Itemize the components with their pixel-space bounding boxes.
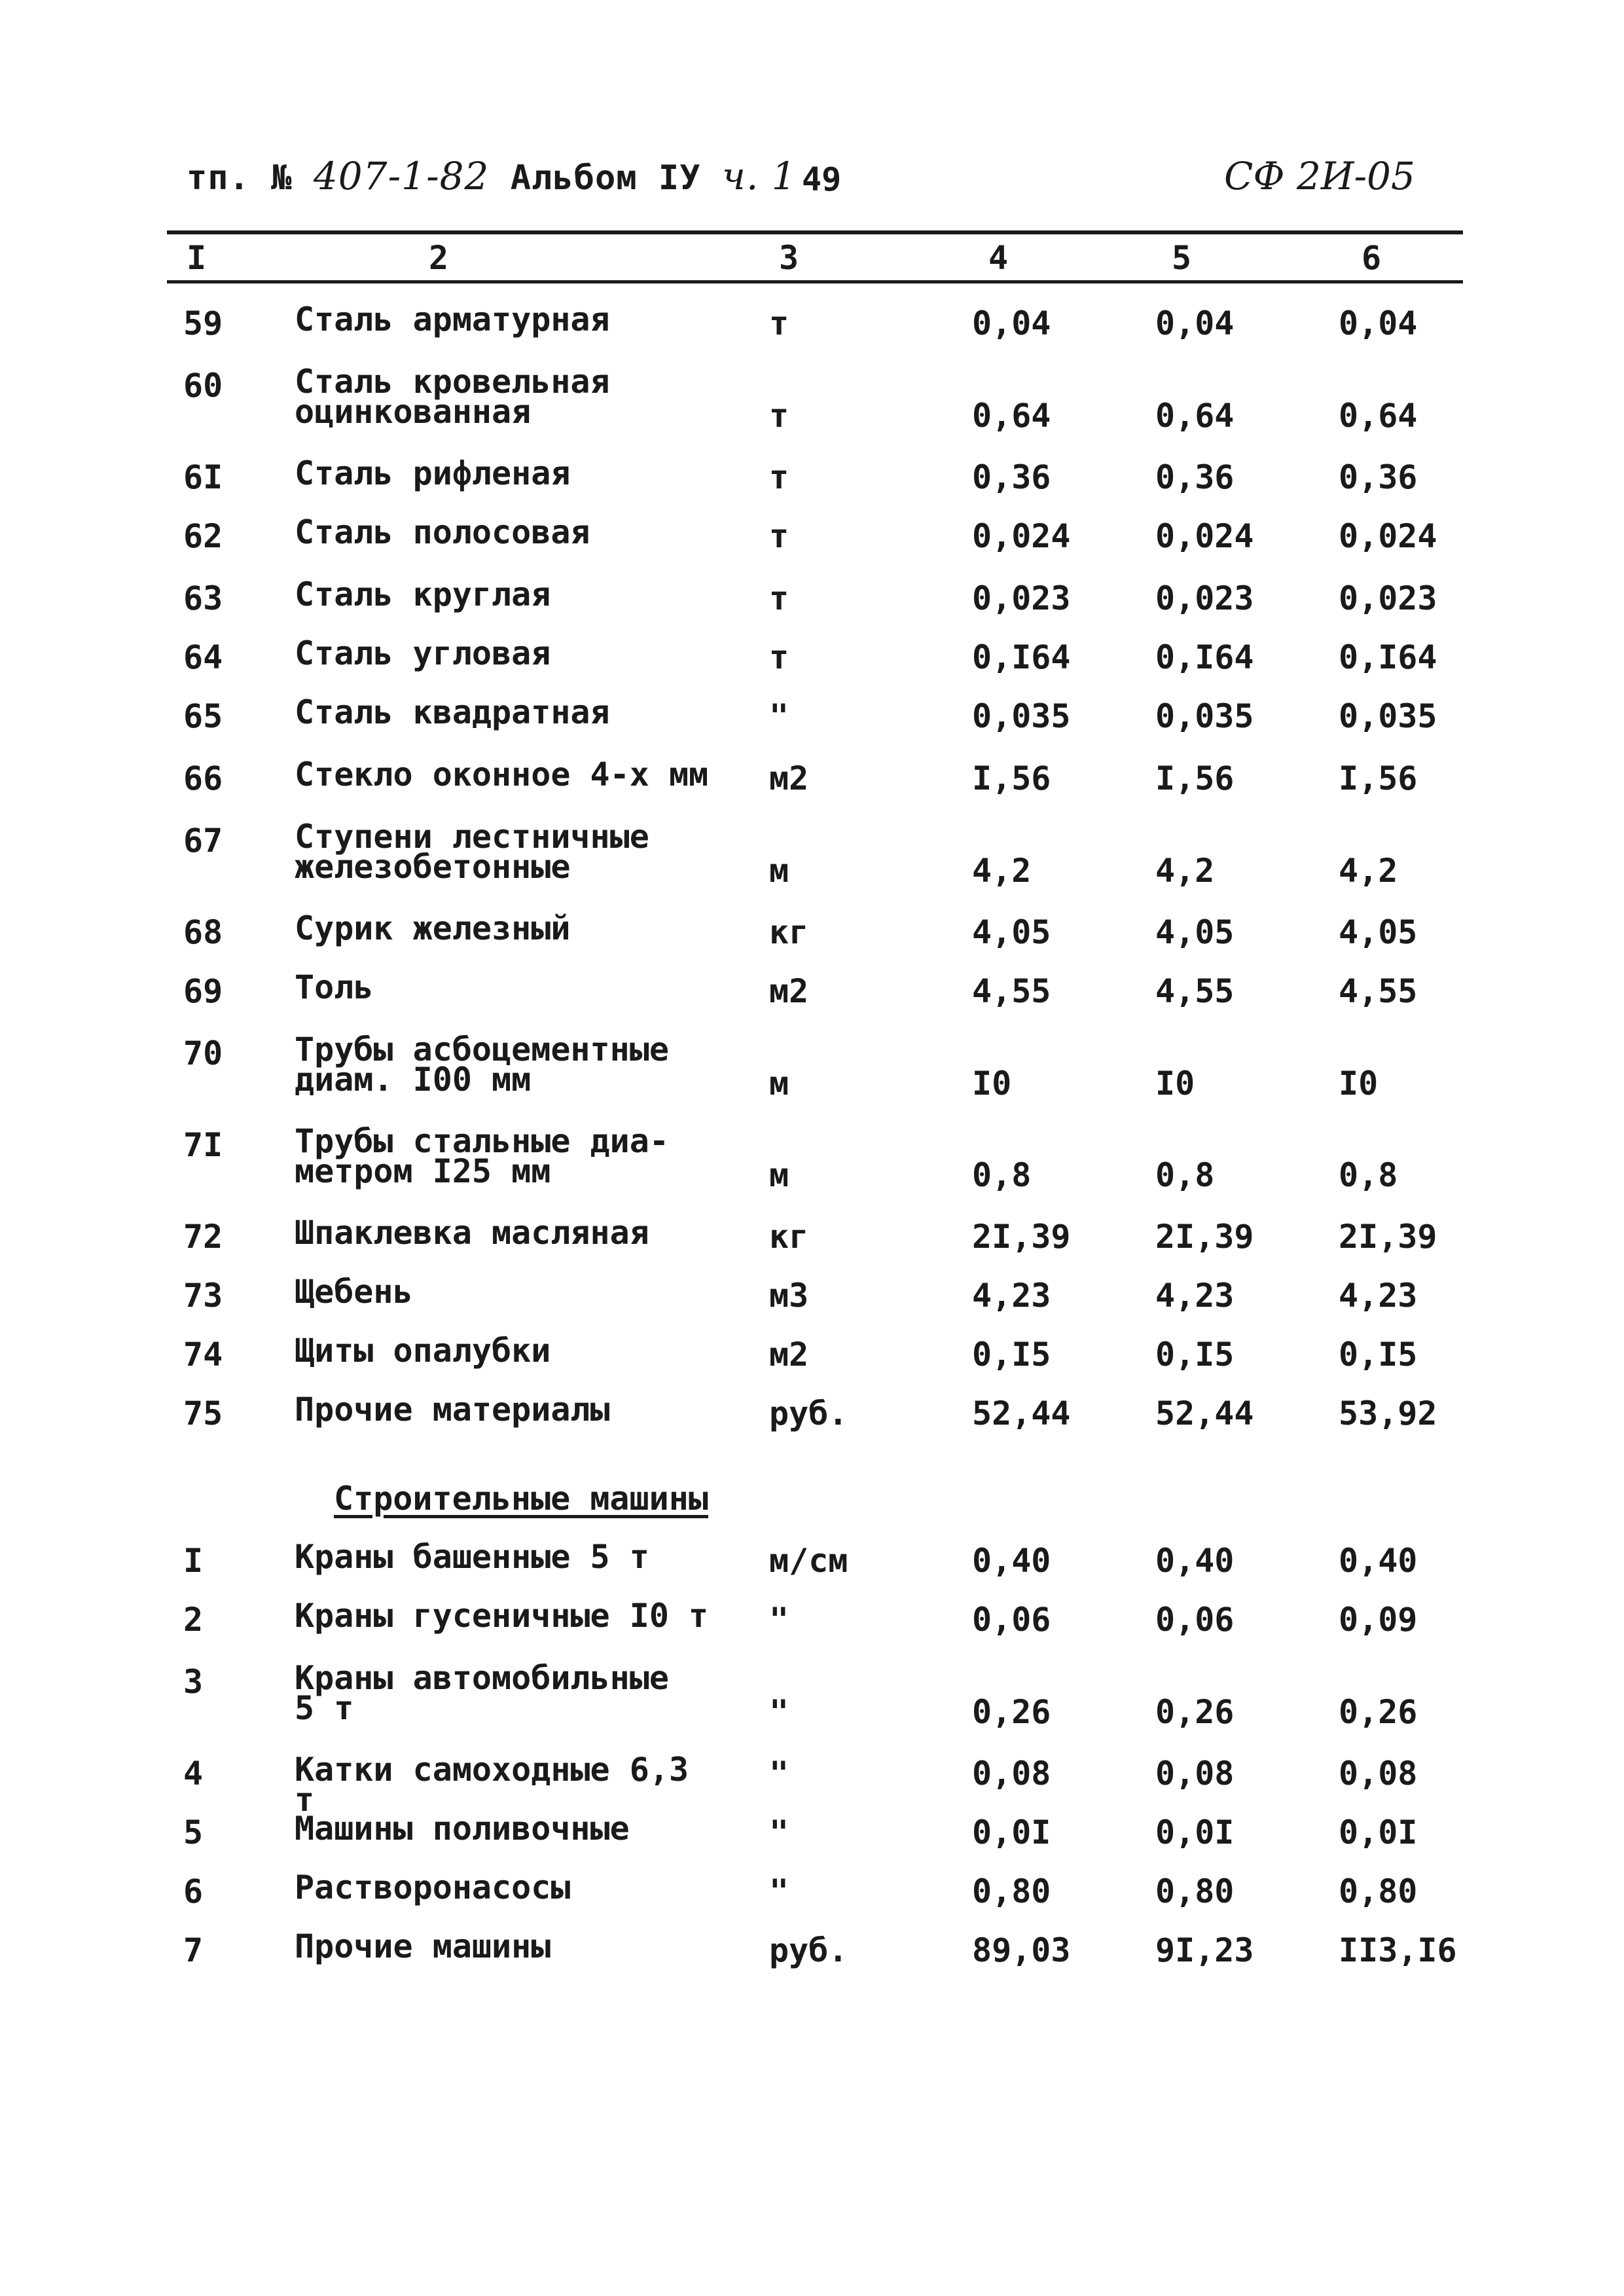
row-name: Краны автомобильные 5 т [295,1659,669,1727]
row-value-col5: 52,44 [1155,1394,1254,1432]
row-value-col5: 0,I5 [1155,1336,1235,1374]
row-value-col6: 0,09 [1339,1601,1418,1639]
row-value-col6: 0,I5 [1339,1336,1418,1374]
row-number: 62 [183,517,223,555]
row-value-col4: 0,023 [972,579,1071,617]
row-name: Краны гусеничные I0 т [295,1597,709,1635]
row-value-col6: 2I,39 [1339,1218,1437,1256]
row-value-col4: 4,55 [972,972,1051,1010]
row-value-col6: 0,024 [1339,517,1437,555]
row-value-col4: 0,40 [972,1542,1051,1580]
row-unit: т [769,397,789,435]
row-name: Прочие материалы [295,1391,610,1429]
row-unit: " [769,1813,789,1851]
column-header-1: I [187,239,207,277]
row-value-col4: 0,0I [972,1813,1051,1851]
row-unit: м [769,1156,789,1194]
row-value-col5: I0 [1155,1065,1195,1102]
row-value-col5: 0,I64 [1155,638,1254,676]
row-value-col6: 0,023 [1339,579,1437,617]
album-part: ч. 1 [721,154,797,198]
row-value-col6: 0,26 [1339,1693,1418,1731]
row-value-col4: 0,26 [972,1693,1051,1731]
row-unit: т [769,579,789,617]
row-name: Машины поливочные [295,1810,630,1848]
row-name: Щебень [295,1273,413,1311]
row-number: 65 [183,697,223,735]
row-number: 60 [183,367,223,405]
row-value-col5: 2I,39 [1155,1218,1254,1256]
row-name: Сталь квадратная [295,693,610,731]
row-number: I [183,1542,204,1580]
row-name: Ступени лестничные железобетонные [295,818,649,886]
row-number: 7 [183,1931,204,1969]
row-name: Трубы асбоцементные диам. I00 мм [295,1030,669,1099]
row-number: 63 [183,579,223,617]
row-value-col5: 0,0I [1155,1813,1235,1851]
row-name: Сталь рифленая [295,454,571,492]
row-unit: м2 [769,972,809,1010]
row-unit: м2 [769,1336,809,1374]
row-unit: " [769,1872,789,1910]
row-value-col6: 4,23 [1339,1277,1418,1315]
row-value-col4: 0,06 [972,1601,1051,1639]
row-value-col6: 0,80 [1339,1872,1418,1910]
row-value-col6: I,56 [1339,759,1418,797]
row-value-col4: 0,36 [972,458,1051,496]
row-value-col5: 0,8 [1155,1156,1215,1194]
row-number: 66 [183,759,223,797]
row-value-col6: 0,0I [1339,1813,1418,1851]
row-value-col5: 9I,23 [1155,1931,1254,1969]
row-value-col5: 4,05 [1155,913,1235,951]
row-name: Сталь угловая [295,634,551,672]
column-header-5: 5 [1172,239,1192,277]
row-number: 6I [183,458,223,496]
row-unit: " [769,697,789,735]
column-header-2: 2 [429,239,449,277]
row-value-col5: 0,26 [1155,1693,1235,1731]
row-value-col4: 4,23 [972,1277,1051,1315]
row-value-col6: 0,40 [1339,1542,1418,1580]
row-unit: т [769,458,789,496]
row-value-col4: 0,08 [972,1755,1051,1793]
row-value-col6: 4,05 [1339,913,1418,951]
row-number: 64 [183,638,223,676]
row-value-col5: 0,023 [1155,579,1254,617]
row-unit: руб. [769,1931,848,1969]
row-value-col5: 0,06 [1155,1601,1235,1639]
reference-prefix: тп. № [187,158,293,198]
row-value-col6: 0,I64 [1339,638,1437,676]
row-value-col4: 2I,39 [972,1218,1071,1256]
row-value-col5: 0,024 [1155,517,1254,555]
row-number: 74 [183,1336,223,1374]
row-unit: м3 [769,1277,809,1315]
row-number: 3 [183,1663,204,1701]
row-value-col4: I,56 [972,759,1051,797]
column-header-6: 6 [1362,239,1382,277]
row-value-col6: 0,08 [1339,1755,1418,1793]
row-value-col4: 0,04 [972,304,1051,342]
row-value-col4: 4,2 [972,852,1032,890]
row-number: 6 [183,1872,204,1910]
page-number: 49 [802,160,842,198]
row-number: 4 [183,1755,204,1793]
row-value-col6: 0,64 [1339,397,1418,435]
row-unit: " [769,1601,789,1639]
row-number: 72 [183,1218,223,1256]
machines-section-heading: Строительные машины [334,1480,708,1518]
row-value-col6: I0 [1339,1065,1379,1102]
row-unit: м2 [769,759,809,797]
row-value-col6: 53,92 [1339,1394,1437,1432]
row-value-col4: 89,03 [972,1931,1071,1969]
row-number: 67 [183,822,223,860]
row-value-col5: 0,035 [1155,697,1254,735]
row-name: Сталь арматурная [295,301,610,338]
row-value-col4: 0,I64 [972,638,1071,676]
row-name: Сталь полосовая [295,513,590,551]
row-name: Сталь кровельная оцинкованная [295,363,610,431]
row-unit: т [769,517,789,555]
row-value-col4: 0,035 [972,697,1071,735]
row-name: Щиты опалубки [295,1332,551,1370]
row-value-col6: 0,8 [1339,1156,1398,1194]
row-name: Растворонасосы [295,1868,571,1906]
row-value-col4: 0,024 [972,517,1071,555]
row-value-col4: 4,05 [972,913,1051,951]
row-number: 69 [183,972,223,1010]
row-unit: м/см [769,1542,848,1580]
row-name: Краны башенные 5 т [295,1538,649,1576]
row-value-col4: 0,64 [972,397,1051,435]
document-reference [187,154,797,198]
row-unit: м [769,1065,789,1102]
album-label: Альбом IУ [510,158,701,198]
row-unit: м [769,852,789,890]
row-value-col5: 4,55 [1155,972,1235,1010]
row-number: 7I [183,1126,223,1164]
row-number: 2 [183,1601,204,1639]
row-value-col5: 0,80 [1155,1872,1235,1910]
row-value-col4: 0,8 [972,1156,1032,1194]
row-name: Катки самоходные 6,3 т [295,1751,689,1819]
row-value-col5: 0,64 [1155,397,1235,435]
row-value-col4: 52,44 [972,1394,1071,1432]
row-name: Стекло оконное 4-х мм [295,756,709,793]
row-number: 73 [183,1277,223,1315]
row-name: Трубы стальные диа- метром I25 мм [295,1122,669,1190]
row-name: Сурик железный [295,909,571,947]
row-value-col4: I0 [972,1065,1012,1102]
column-header-3: 3 [779,239,799,277]
row-name: Толь [295,968,374,1006]
table-top-rule [167,230,1463,234]
row-number: 70 [183,1034,223,1072]
row-unit: руб. [769,1394,848,1432]
row-value-col6: 0,36 [1339,458,1418,496]
row-unit: кг [769,1218,809,1256]
row-value-col6: II3,I6 [1339,1931,1457,1969]
row-value-col5: 0,36 [1155,458,1235,496]
row-unit: т [769,638,789,676]
row-value-col6: 0,04 [1339,304,1418,342]
row-value-col5: 0,08 [1155,1755,1235,1793]
row-number: 75 [183,1394,223,1432]
row-value-col4: 0,80 [972,1872,1051,1910]
row-value-col6: 4,55 [1339,972,1418,1010]
row-number: 59 [183,304,223,342]
row-value-col4: 0,I5 [972,1336,1051,1374]
project-number: 407-1-82 [313,154,490,198]
row-unit: " [769,1693,789,1731]
row-name: Сталь круглая [295,575,551,613]
row-value-col5: 4,23 [1155,1277,1235,1315]
row-value-col6: 0,035 [1339,697,1437,735]
row-name: Прочие машины [295,1927,551,1965]
row-number: 68 [183,913,223,951]
row-unit: кг [769,913,809,951]
row-number: 5 [183,1813,204,1851]
row-value-col5: 0,40 [1155,1542,1235,1580]
row-name: Шпаклевка масляная [295,1214,649,1252]
row-value-col5: 4,2 [1155,852,1215,890]
row-unit: " [769,1755,789,1793]
table-header-rule [167,280,1463,283]
row-unit: т [769,304,789,342]
document-code: СФ 2И-05 [1224,154,1415,198]
row-value-col5: 0,04 [1155,304,1235,342]
row-value-col6: 4,2 [1339,852,1398,890]
column-header-4: 4 [988,239,1009,277]
row-value-col5: I,56 [1155,759,1235,797]
